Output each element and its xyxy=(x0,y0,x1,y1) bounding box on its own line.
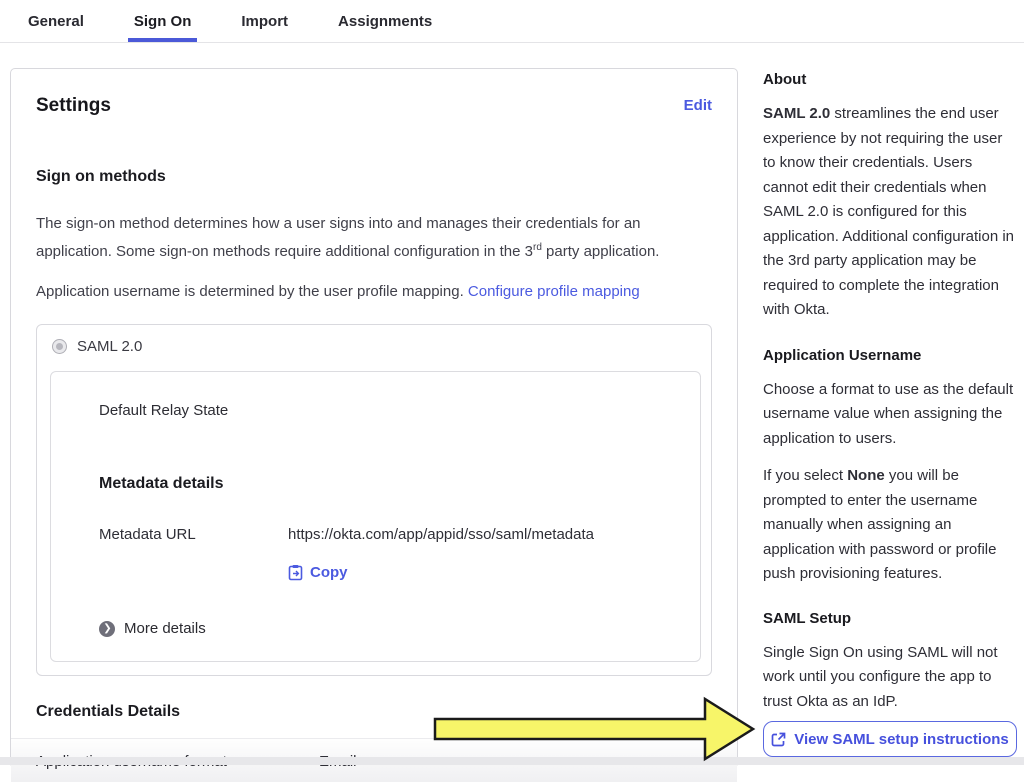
saml-radio-label: SAML 2.0 xyxy=(77,338,143,355)
more-details-label: More details xyxy=(124,620,206,637)
tab-general[interactable]: General xyxy=(28,12,84,30)
saml-details-box xyxy=(50,371,701,662)
tab-sign-on[interactable]: Sign On xyxy=(128,0,198,42)
chevron-right-circle-icon: ❯ xyxy=(99,621,115,637)
view-saml-setup-instructions-label: View SAML setup instructions xyxy=(794,730,1009,748)
more-details-toggle[interactable] xyxy=(99,620,680,637)
application-username-paragraph-2: If you select None you will be prompted to enter the username manually when assigning an application with password or profile push provisioning features. xyxy=(763,467,997,582)
view-saml-setup-instructions-button[interactable] xyxy=(763,721,1017,757)
settings-title: Settings xyxy=(36,95,111,116)
application-username-heading: Application Username xyxy=(763,346,922,364)
help-sidebar xyxy=(763,71,1017,757)
superscript-rd: rd xyxy=(532,242,542,253)
sign-on-method-description: The sign-on method determines how a user signs into and manages their credentials for an application. Some sign-on methods require additional configuration in the 3rd party application. xyxy=(36,215,660,260)
default-relay-state-label: Default Relay State xyxy=(99,402,229,419)
app-tab-bar xyxy=(0,0,1024,43)
metadata-url-value: https://okta.com/app/appid/sso/saml/metadata xyxy=(288,526,594,543)
clipboard-copy-icon xyxy=(288,564,303,581)
tab-import[interactable]: Import xyxy=(241,12,289,30)
copy-button-label: Copy xyxy=(310,564,348,581)
settings-panel xyxy=(10,68,738,768)
saml-radio-row xyxy=(37,325,711,368)
edit-link[interactable]: Edit xyxy=(683,97,712,114)
metadata-url-label: Metadata URL xyxy=(99,526,196,543)
sign-on-methods-heading: Sign on methods xyxy=(36,168,166,185)
about-heading: About xyxy=(763,71,807,88)
external-link-icon xyxy=(771,732,786,747)
saml-radio-button[interactable] xyxy=(52,339,67,354)
credentials-details-heading: Credentials Details xyxy=(36,703,181,720)
settings-header xyxy=(36,95,712,117)
saml-setup-heading: SAML Setup xyxy=(763,609,852,627)
saml-setup-paragraph: Single Sign On using SAML will not work until you configure the app to trust Okta as an IdP. xyxy=(763,643,998,710)
tab-assignments[interactable]: Assignments xyxy=(338,12,433,30)
saml-method-box xyxy=(36,324,712,676)
configure-profile-mapping-link[interactable]: Configure profile mapping xyxy=(467,283,640,300)
metadata-details-heading: Metadata details xyxy=(99,475,224,492)
application-username-paragraph-1: Choose a format to use as the default username value when assigning the application to users. xyxy=(763,380,1014,447)
copy-button[interactable] xyxy=(288,564,348,581)
annotation-arrow xyxy=(430,692,760,765)
application-username-description: Application username is determined by the user profile mapping. Configure profile mapping xyxy=(36,283,640,300)
metadata-url-row xyxy=(99,526,680,544)
about-paragraph: SAML 2.0 streamlines the end user experience by not requiring the user to know their credentials. Users cannot edit their credentials when SAML 2.0 is configured for this application. Additional configuration in the 3rd party application may be required to complete the integration with Okta. xyxy=(763,105,1015,318)
